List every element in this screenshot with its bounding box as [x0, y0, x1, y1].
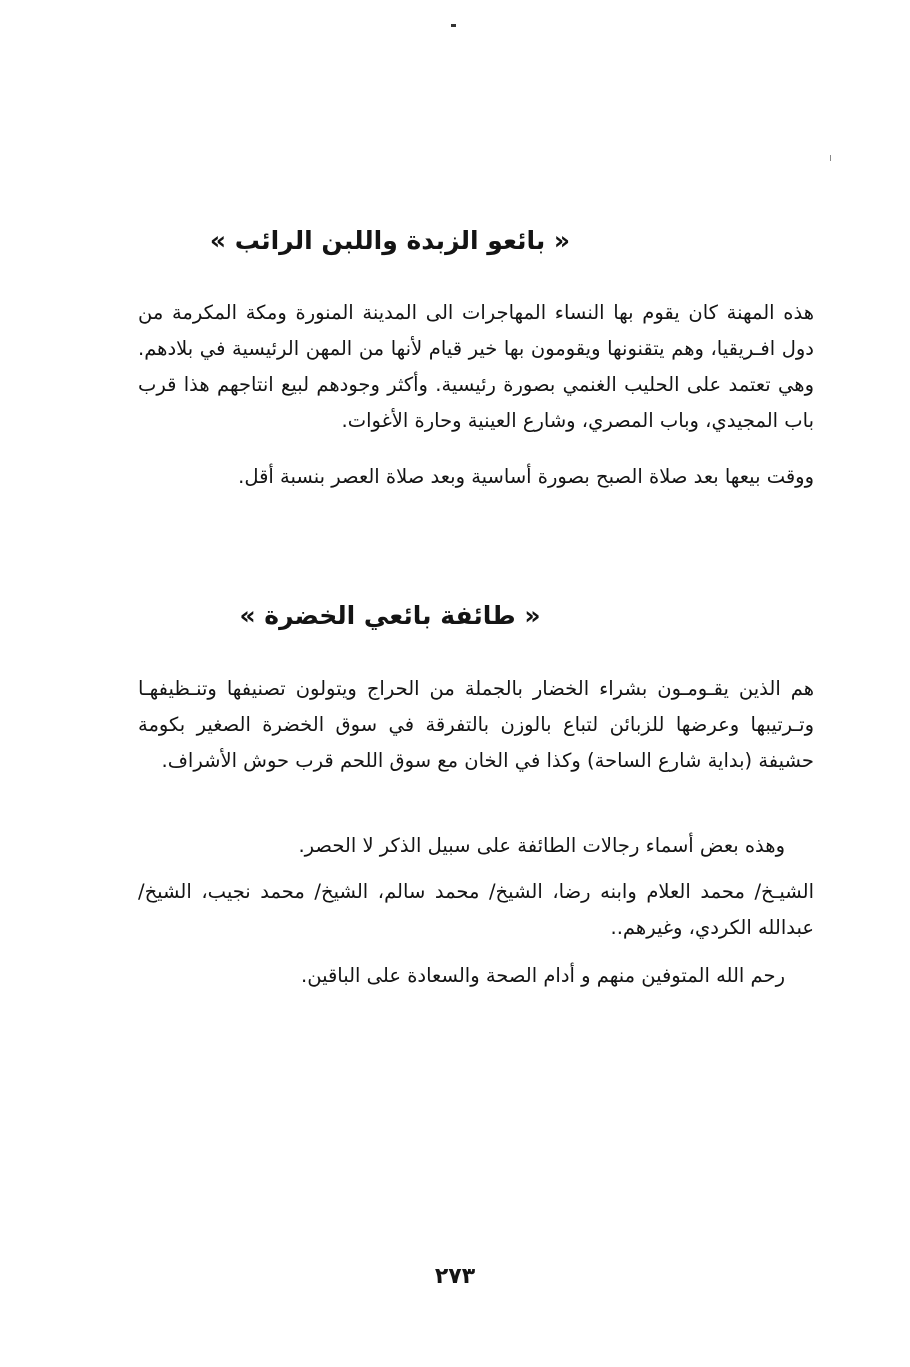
paragraph-vegetable-sellers-description: هم الذين يقـومـون بشراء الخضار بالجملة من الحراج ويتولون تصنيفها وتنـظيفهـا وتـرتيبها وعرضها للزبائن لتباع بالوزن بالتفرقة في سوق الخضرة الصغير بكومة حشيفة (بداية شارع الساحة) وكذا في الخان مع سوق اللحم قرب حوش الأشراف.	[138, 677, 814, 772]
paragraph-butter-selling-times: ووقت بيعها بعد صلاة الصبح بصورة أساسية وبعد صلاة العصر بنسبة أقل.	[238, 465, 814, 488]
ink-speck	[451, 24, 456, 27]
page-number: ٢٧٣	[434, 1264, 476, 1289]
paragraph-butter-sellers-description: هذه المهنة كان يقوم بها النساء المهاجرات الى المدينة المنورة ومكة المكرمة من دول افـريقيا، وهم يتقنونها ويقومون بها خير قيام لأنها من المهن الرئيسية في بلادهم. وهي تعتمد على الحليب الغنمي بصورة رئيسية. وأكثر وجودهم لبيع انتاجهم هذا قرب باب المجيدي، وباب المصري، وشارع العينية وحارة الأغوات.	[138, 301, 814, 432]
section-title-butter-sellers: « بائعو الزبدة واللبن الرائب »	[209, 226, 571, 255]
paragraph-closing-prayer: رحم الله المتوفين منهم و أدام الصحة والسعادة على الباقين.	[301, 964, 785, 987]
ink-speck	[830, 155, 831, 161]
section-title-vegetable-sellers: « طائفة بائعي الخضرة »	[239, 601, 541, 630]
paragraph-names-list: الشيـخ/ محمد العلام وابنه رضا، الشيخ/ محمد سالم، الشيخ/ محمد نجيب، الشيخ/ عبدالله الكردي، وغيرهم..	[138, 880, 814, 939]
paragraph-names-intro: وهذه بعض أسماء رجالات الطائفة على سبيل الذكر لا الحصر.	[298, 834, 785, 857]
